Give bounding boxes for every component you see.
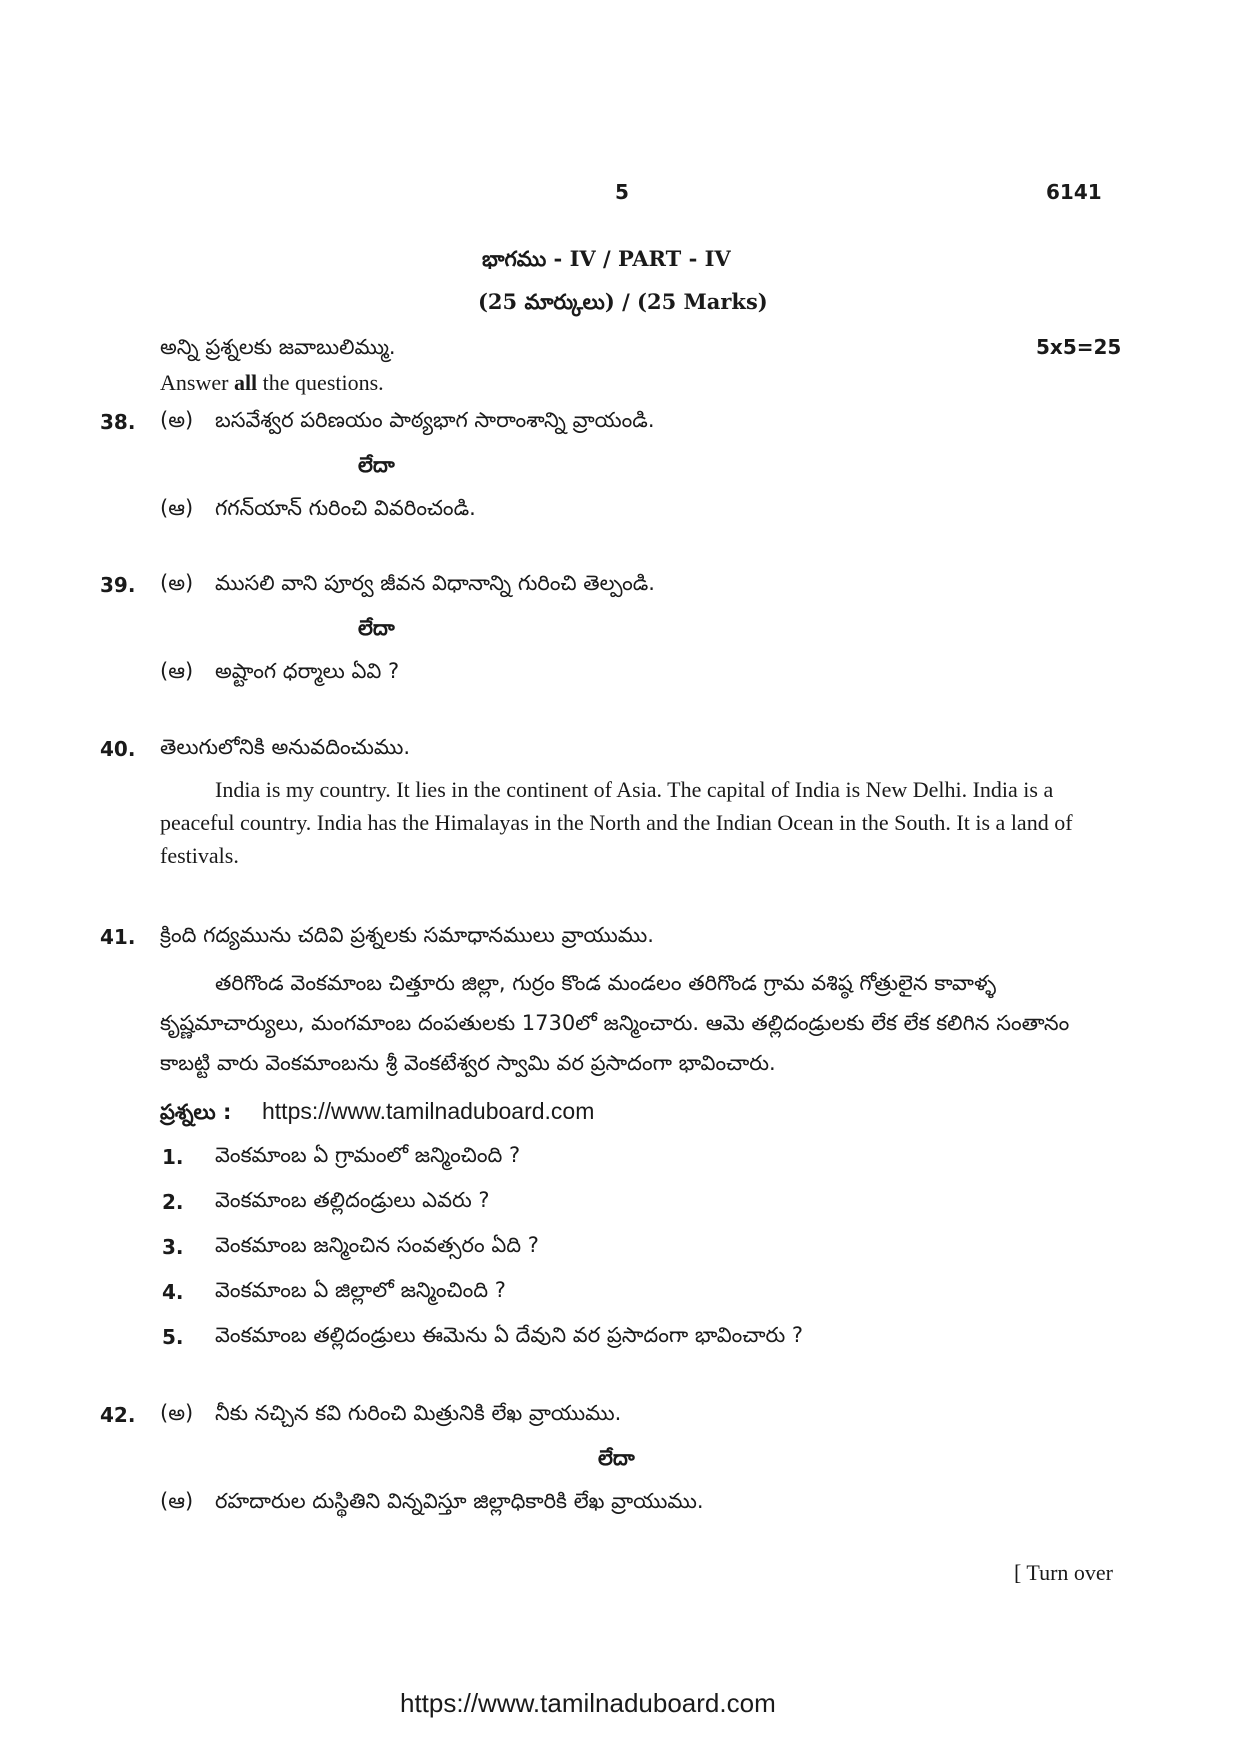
q42-b-label: (ఆ) [160,1489,194,1513]
q41-sub-4-text: వెంకమాంబ ఏ జిల్లాలో జన్మించింది ? [215,1278,506,1302]
page-number: 5 [615,180,629,204]
q41-sub-4-number: 4. [162,1280,184,1304]
turn-over: [ Turn over [1014,1560,1114,1585]
q41-questions-label: ప్రశ్నలు : [160,1100,232,1124]
q39-b-text: అష్టాంగ ధర్మాలు ఏవి ? [215,659,400,683]
q40-prompt: తెలుగులోనికి అనువదించుము. [160,735,411,759]
q38-number: 38. [100,410,136,434]
q41-passage: తరిగొండ వెంకమాంబ చిత్తూరు జిల్లా, గుర్రం కొండ మండలం తరిగొండ గ్రామ వశిష్ఠ గోత్రులైన కావాళ్ళ కృష్ణమాచార్యులు, మంగమాంబ దంపతులకు 1730లో జన్మించారు. ఆమె తల్లిదండ్రులకు లేక లేక కలిగిన సంతానం కాబట్టి వారు వెంకమాంబను శ్రీ వెంకటేశ్వర స్వామి వర ప్రసాదంగా భావించారు. [160,971,1070,1075]
part-marks: (25 మార్కులు) / (25 Marks) [478,289,768,314]
q41-sub-3-text: వెంకమాంబ జన్మించిన సంవత్సరం ఏది ? [215,1233,539,1257]
instruction-telugu: అన్ని ప్రశ్నలకు జవాబులిమ్ము. [160,335,396,359]
q41-prompt: క్రింది గద్యమును చదివి ప్రశ్నలకు సమాధానములు వ్రాయుము. [160,923,654,947]
q38-a-label: (అ) [160,408,194,432]
q40-passage: India is my country. It lies in the continent of Asia. The capital of India is New Delhi. India is a peaceful country. India has the Himalayas in the North and the Indian Ocean in the South. It is a land of festivals. [160,777,1073,868]
paper-code: 6141 [1046,180,1102,204]
part-title: భాగము - IV / PART - IV [482,246,731,271]
instruction-score: 5x5=25 [1036,335,1122,359]
q41-inline-url[interactable]: https://www.tamilnaduboard.com [262,1098,595,1124]
q40-number: 40. [100,737,136,761]
footer-url[interactable]: https://www.tamilnaduboard.com [400,1688,776,1718]
q42-a-label: (అ) [160,1401,194,1425]
q41-number: 41. [100,925,136,949]
q41-sub-5-text: వెంకమాంబ తల్లిదండ్రులు ఈమెను ఏ దేవుని వర ప్రసాదంగా భావించారు ? [215,1323,804,1347]
q39-b-label: (ఆ) [160,659,194,683]
q42-b-text: రహదారుల దుస్థితిని విన్నవిస్తూ జిల్లాధికారికి లేఖ వ్రాయుము. [215,1489,704,1513]
q41-sub-2-text: వెంకమాంబ తల్లిదండ్రులు ఎవరు ? [215,1188,490,1212]
q39-number: 39. [100,573,136,597]
q41-sub-1-text: వెంకమాంబ ఏ గ్రామంలో జన్మించింది ? [215,1143,521,1167]
q41-sub-2-number: 2. [162,1190,184,1214]
q41-sub-5-number: 5. [162,1325,184,1349]
q38-b-text: గగన్‌యాన్ గురించి వివరించండి. [215,496,476,520]
q39-a-label: (అ) [160,571,194,595]
q38-b-label: (ఆ) [160,496,194,520]
q39-or: లేదా [358,616,395,640]
q42-number: 42. [100,1403,136,1427]
instruction-english: Answer all the questions. [160,370,384,395]
q42-a-text: నీకు నచ్చిన కవి గురించి మిత్రునికి లేఖ వ్రాయుము. [215,1401,622,1425]
q42-or: లేదా [598,1446,635,1470]
q41-sub-3-number: 3. [162,1235,184,1259]
q38-a-text: బసవేశ్వర పరిణయం పాఠ్యభాగ సారాంశాన్ని వ్రాయండి. [215,408,655,432]
q38-or: లేదా [358,453,395,477]
q39-a-text: ముసలి వాని పూర్వ జీవన విధానాన్ని గురించి తెల్పండి. [215,571,655,595]
q41-sub-1-number: 1. [162,1145,184,1169]
